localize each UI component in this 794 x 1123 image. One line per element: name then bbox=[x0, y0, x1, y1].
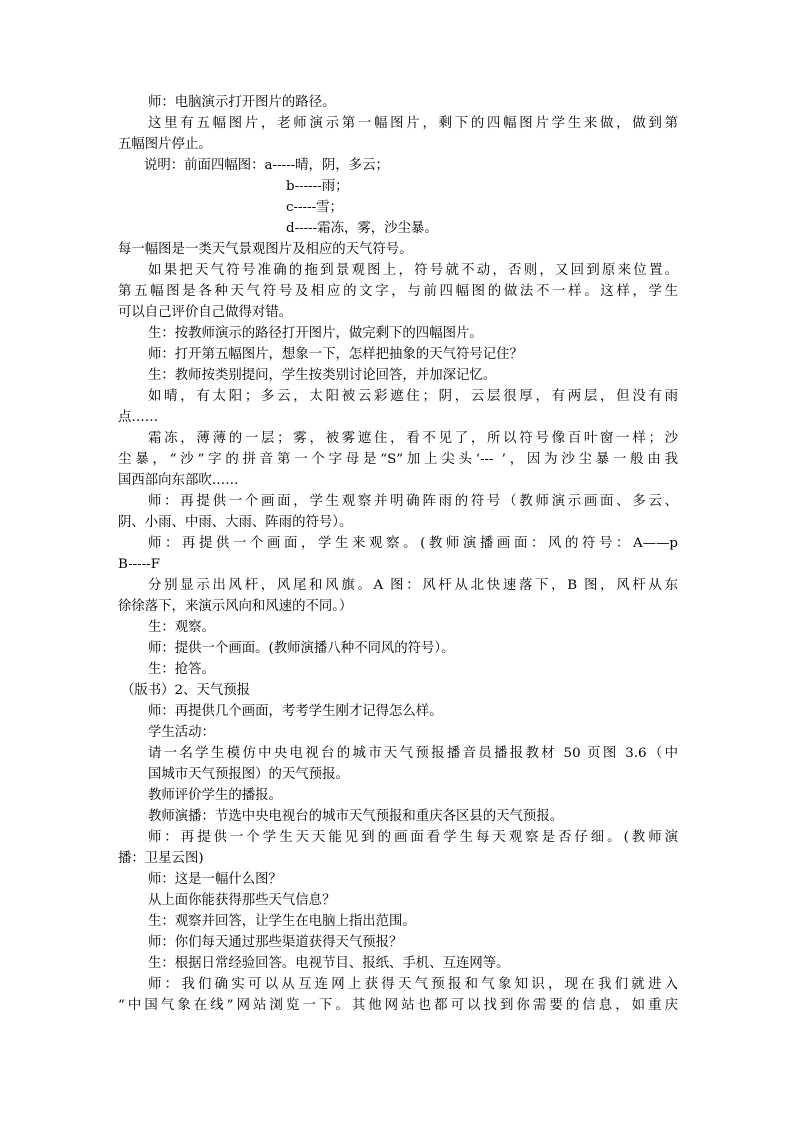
paragraph-line: 生：观察并回答，让学生在电脑上指出范围。 bbox=[148, 914, 416, 929]
paragraph-line: 点…… bbox=[118, 410, 159, 425]
paragraph-line: 每一幅图是一类天气景观图片及相应的天气符号。 bbox=[118, 242, 413, 257]
paragraph-line: 第五幅图是各种天气符号及相应的文字，与前四幅图的做法不一样。这样，学生 bbox=[118, 284, 678, 299]
paragraph-line: B-----F bbox=[118, 557, 161, 572]
paragraph-line: 师：这是一幅什么图？ bbox=[148, 872, 282, 887]
paragraph-line: 教师演播：节选中央电视台的城市天气预报和重庆各区县的天气预报。 bbox=[148, 809, 564, 824]
paragraph-line: 师：我们确实可以从互连网上获得天气预报和气象知识，现在我们就进入 bbox=[148, 977, 678, 992]
paragraph-line: 分别显示出风杆，风尾和风旗。A 图：风杆从北快速落下，B 图，风杆从东 bbox=[148, 578, 678, 593]
paragraph-line: 国西部向东部吹…… bbox=[118, 473, 239, 488]
paragraph-line: 播：卫星云图) bbox=[118, 851, 204, 866]
paragraph-line: 师：提供一个画面。(教师演播八种不同风的符号）。 bbox=[148, 641, 455, 656]
paragraph-line: 师：打开第五幅图片，想象一下，怎样把抽象的天气符号记住？ bbox=[148, 347, 523, 362]
paragraph-line: 师：再提供一个画面，学生观察并明确阵雨的符号（教师演示画面、多云、 bbox=[148, 494, 678, 509]
paragraph-line: 这里有五幅图片，老师演示第一幅图片，剩下的四幅图片学生来做，做到第 bbox=[148, 116, 678, 131]
document-page bbox=[118, 92, 678, 1016]
paragraph-line: 徐徐落下，来演示风向和风速的不同。） bbox=[118, 599, 353, 614]
paragraph-line: 国城市天气预报图）的天气预报。 bbox=[148, 767, 349, 782]
paragraph-line: 五幅图片停止。 bbox=[118, 137, 212, 152]
paragraph-line: 师：电脑演示打开图片的路径。 bbox=[148, 95, 336, 110]
paragraph-line: 霜冻，薄薄的一层；雾，被雾遮住，看不见了，所以符号像百叶窗一样；沙 bbox=[148, 431, 678, 446]
paragraph-line: 生：教师按类别提问，学生按类别讨论回答，并加深记忆。 bbox=[148, 368, 497, 383]
paragraph-line: 学生活动： bbox=[148, 725, 215, 740]
paragraph-line: 可以自己评价自己做得对错。 bbox=[118, 305, 293, 320]
paragraph-line: 教师评价学生的播报。 bbox=[148, 788, 282, 803]
paragraph-line: 生：抢答。 bbox=[148, 662, 215, 677]
paragraph-line: 请一名学生模仿中央电视台的城市天气预报播音员播报教材 50 页图 3.6（中 bbox=[148, 746, 678, 761]
paragraph-line: 如果把天气符号准确的拖到景观图上，符号就不动，否则，又回到原来位置。 bbox=[148, 263, 678, 278]
paragraph-line: 师：再提供一个画面，学生来观察。(教师演播画面：风的符号：A——p bbox=[148, 536, 678, 551]
paragraph-line: 如晴，有太阳；多云，太阳被云彩遮住；阴，云层很厚，有两层，但没有雨 bbox=[148, 389, 678, 404]
paragraph-line: 师：再提供几个画面，考考学生刚才记得怎么样。 bbox=[148, 704, 443, 719]
paragraph-line: 生：按教师演示的路径打开图片，做完剩下的四幅图片。 bbox=[148, 326, 483, 341]
paragraph-line: 从上面你能获得那些天气信息？ bbox=[148, 893, 336, 908]
paragraph-line: c-----雪； bbox=[286, 200, 343, 215]
paragraph-line: 师：你们每天通过那些渠道获得天气预报？ bbox=[148, 935, 403, 950]
paragraph-line: 师：再提供一个学生天天能见到的画面看学生每天观察是否仔细。(教师演 bbox=[148, 830, 678, 845]
paragraph-line: 生：根据日常经验回答。电视节目、报纸、手机、互连网等。 bbox=[148, 956, 510, 971]
paragraph-line: 尘暴，“沙”字的拼音第一个字母是“S”加上尖头‘--- ’，因为沙尘暴一般由我 bbox=[118, 452, 678, 467]
paragraph-line: d-----霜冻，雾，沙尘暴。 bbox=[286, 221, 438, 236]
paragraph-line: “中国气象在线”网站浏览一下。其他网站也都可以找到你需要的信息，如重庆 bbox=[118, 998, 678, 1013]
paragraph-line: 说明：前面四幅图：a-----晴，阴，多云； bbox=[144, 158, 389, 173]
paragraph-line: （版书）2、天气预报 bbox=[121, 683, 251, 698]
paragraph-line: 生：观察。 bbox=[148, 620, 215, 635]
paragraph-line: 阴、小雨、中雨、大雨、阵雨的符号）。 bbox=[118, 515, 353, 530]
paragraph-line: b------雨； bbox=[286, 179, 349, 194]
